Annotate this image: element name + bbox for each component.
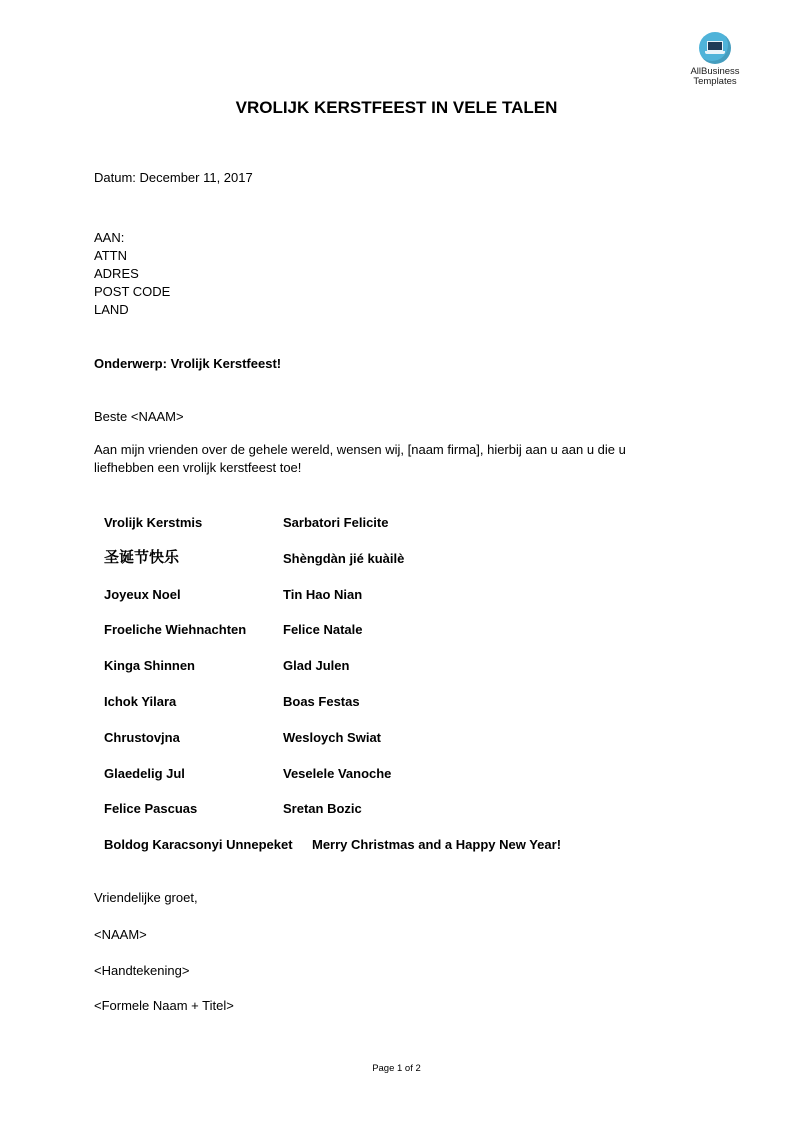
closing-name: <NAAM> xyxy=(94,927,147,942)
greeting-right: Veselele Vanoche xyxy=(283,766,392,781)
greeting-right: Felice Natale xyxy=(283,622,363,637)
greeting-right: Wesloych Swiat xyxy=(283,730,382,745)
address-street: ADRES xyxy=(94,266,139,281)
logo-text xyxy=(680,67,750,87)
greeting-left: 圣诞节快乐 xyxy=(104,548,180,566)
date-line: Datum: December 11, 2017 xyxy=(94,170,253,185)
greeting-right: Shèngdàn jié kuàilè xyxy=(283,551,405,566)
greeting-right: Glad Julen xyxy=(283,658,350,673)
address-postcode: POST CODE xyxy=(94,284,171,299)
allbusiness-templates-logo xyxy=(680,32,750,87)
greeting-left: Froeliche Wiehnachten xyxy=(104,622,247,637)
greeting-left: Glaedelig Jul xyxy=(104,766,185,781)
greeting-right: Tin Hao Nian xyxy=(283,587,363,602)
address-to: AAN: xyxy=(94,230,125,245)
greeting-right: Sarbatori Felicite xyxy=(283,515,389,530)
address-attn: ATTN xyxy=(94,248,127,263)
laptop-icon xyxy=(699,32,731,64)
greeting-right: Boas Festas xyxy=(283,694,360,709)
page-number: Page 1 of 2 xyxy=(372,1063,421,1074)
closing-formal-name: <Formele Naam + Titel> xyxy=(94,998,234,1013)
address-country: LAND xyxy=(94,302,129,317)
greeting-right: Sretan Bozic xyxy=(283,801,362,816)
greeting-left: Boldog Karacsonyi Unnepeket xyxy=(104,837,293,852)
salutation: Beste <NAAM> xyxy=(94,409,184,424)
intro-paragraph: Aan mijn vrienden over de gehele wereld, wensen wij, [naam firma], hierbij aan u aan u die u liefhebben een vrolijk kerstfeest toe! xyxy=(94,442,626,475)
logo-line-2: Templates xyxy=(693,76,737,87)
greeting-left: Joyeux Noel xyxy=(104,587,181,602)
closing-regards: Vriendelijke groet, xyxy=(94,890,198,905)
logo-line-1: AllBusiness xyxy=(690,66,740,77)
subject-line: Onderwerp: Vrolijk Kerstfeest! xyxy=(94,356,282,371)
greeting-left: Ichok Yilara xyxy=(104,694,177,709)
greeting-left: Chrustovjna xyxy=(104,730,180,745)
document-title: VROLIJK KERSTFEEST IN VELE TALEN xyxy=(235,98,558,117)
greeting-right: Merry Christmas and a Happy New Year! xyxy=(312,837,562,852)
closing-signature: <Handtekening> xyxy=(94,963,190,978)
greeting-left: Vrolijk Kerstmis xyxy=(104,515,203,530)
greeting-left: Felice Pascuas xyxy=(104,801,198,816)
greeting-left: Kinga Shinnen xyxy=(104,658,195,673)
